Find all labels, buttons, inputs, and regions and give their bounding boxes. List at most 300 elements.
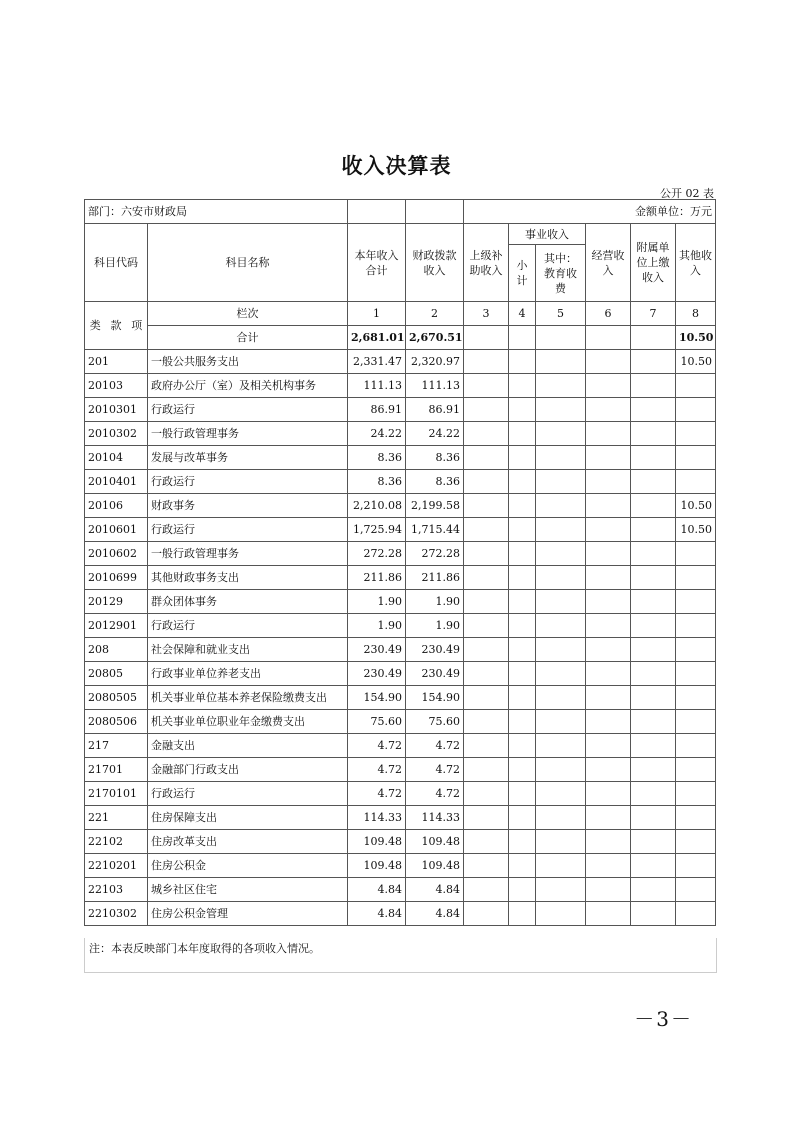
business-subtotal — [509, 542, 536, 566]
affiliated-income — [631, 878, 676, 902]
other-income — [676, 830, 716, 854]
fiscal-appropriation: 86.91 — [406, 398, 464, 422]
income-total: 2,331.47 — [348, 350, 406, 374]
business-subtotal — [509, 662, 536, 686]
superior-subsidy — [464, 734, 509, 758]
subject-code: 2170101 — [85, 782, 148, 806]
fiscal-appropriation: 1.90 — [406, 614, 464, 638]
subject-name: 机关事业单位职业年金缴费支出 — [148, 710, 348, 734]
table-row — [85, 398, 716, 422]
income-total: 1.90 — [348, 590, 406, 614]
table-row — [85, 590, 716, 614]
subject-code: 2210302 — [85, 902, 148, 926]
operating-income — [586, 854, 631, 878]
income-total: 154.90 — [348, 686, 406, 710]
other-income — [676, 878, 716, 902]
education-fees — [536, 470, 586, 494]
subject-name: 行政运行 — [148, 470, 348, 494]
fiscal-appropriation: 211.86 — [406, 566, 464, 590]
header-col4: 小计 — [509, 245, 536, 302]
total-col8: 10.50 — [676, 326, 716, 350]
dept-blank-1 — [348, 200, 406, 224]
table-row — [85, 710, 716, 734]
subject-name: 住房改革支出 — [148, 830, 348, 854]
other-income — [676, 854, 716, 878]
income-total: 75.60 — [348, 710, 406, 734]
income-total: 109.48 — [348, 854, 406, 878]
table-row — [85, 518, 716, 542]
education-fees — [536, 590, 586, 614]
income-total: 211.86 — [348, 566, 406, 590]
fiscal-appropriation: 230.49 — [406, 662, 464, 686]
fiscal-appropriation: 1,715.44 — [406, 518, 464, 542]
fiscal-appropriation: 75.60 — [406, 710, 464, 734]
superior-subsidy — [464, 878, 509, 902]
superior-subsidy — [464, 758, 509, 782]
affiliated-income — [631, 638, 676, 662]
subject-code: 2010302 — [85, 422, 148, 446]
department-label: 部门：六安市财政局 — [85, 200, 348, 224]
subject-name: 其他财政事务支出 — [148, 566, 348, 590]
other-income — [676, 686, 716, 710]
subject-code: 20129 — [85, 590, 148, 614]
subject-code: 217 — [85, 734, 148, 758]
header-col6: 经营收入 — [586, 224, 631, 302]
table-row — [85, 878, 716, 902]
subject-code: 2210201 — [85, 854, 148, 878]
col-number: 4 — [509, 302, 536, 326]
business-subtotal — [509, 686, 536, 710]
total-row — [85, 326, 716, 350]
business-subtotal — [509, 494, 536, 518]
business-subtotal — [509, 470, 536, 494]
other-income: 10.50 — [676, 494, 716, 518]
subject-code: 22103 — [85, 878, 148, 902]
education-fees — [536, 878, 586, 902]
subject-code: 201 — [85, 350, 148, 374]
subject-name: 群众团体事务 — [148, 590, 348, 614]
header-group: 事业收入 — [509, 224, 586, 245]
subject-name: 行政运行 — [148, 782, 348, 806]
table-row — [85, 830, 716, 854]
operating-income — [586, 446, 631, 470]
education-fees — [536, 566, 586, 590]
affiliated-income — [631, 494, 676, 518]
other-income — [676, 662, 716, 686]
other-income — [676, 566, 716, 590]
operating-income — [586, 350, 631, 374]
operating-income — [586, 902, 631, 926]
fiscal-appropriation: 109.48 — [406, 830, 464, 854]
subject-name: 机关事业单位基本养老保险缴费支出 — [148, 686, 348, 710]
operating-income — [586, 710, 631, 734]
subject-name: 行政运行 — [148, 614, 348, 638]
other-income — [676, 446, 716, 470]
education-fees — [536, 374, 586, 398]
col-number: 1 — [348, 302, 406, 326]
operating-income — [586, 878, 631, 902]
fiscal-appropriation: 154.90 — [406, 686, 464, 710]
fiscal-appropriation: 4.84 — [406, 902, 464, 926]
education-fees — [536, 638, 586, 662]
superior-subsidy — [464, 398, 509, 422]
superior-subsidy — [464, 422, 509, 446]
income-total: 114.33 — [348, 806, 406, 830]
operating-income — [586, 782, 631, 806]
income-total: 1,725.94 — [348, 518, 406, 542]
income-table — [84, 199, 716, 926]
superior-subsidy — [464, 566, 509, 590]
business-subtotal — [509, 782, 536, 806]
subject-code: 2010601 — [85, 518, 148, 542]
table-row — [85, 758, 716, 782]
operating-income — [586, 518, 631, 542]
subject-name: 行政运行 — [148, 398, 348, 422]
fiscal-appropriation: 114.33 — [406, 806, 464, 830]
affiliated-income — [631, 686, 676, 710]
income-total: 4.84 — [348, 878, 406, 902]
subject-name: 一般行政管理事务 — [148, 422, 348, 446]
education-fees — [536, 806, 586, 830]
superior-subsidy — [464, 830, 509, 854]
page-title: 收入决算表 — [341, 153, 452, 178]
income-total: 230.49 — [348, 662, 406, 686]
fiscal-appropriation: 8.36 — [406, 446, 464, 470]
subject-name: 住房公积金管理 — [148, 902, 348, 926]
business-subtotal — [509, 422, 536, 446]
affiliated-income — [631, 734, 676, 758]
operating-income — [586, 638, 631, 662]
income-total: 1.90 — [348, 614, 406, 638]
table-row — [85, 806, 716, 830]
affiliated-income — [631, 398, 676, 422]
operating-income — [586, 734, 631, 758]
subject-name: 行政事业单位养老支出 — [148, 662, 348, 686]
affiliated-income — [631, 758, 676, 782]
income-total: 2,210.08 — [348, 494, 406, 518]
education-fees — [536, 830, 586, 854]
operating-income — [586, 830, 631, 854]
table-row — [85, 350, 716, 374]
education-fees — [536, 902, 586, 926]
business-subtotal — [509, 446, 536, 470]
header-code: 科目代码 — [85, 224, 148, 302]
subject-name: 一般公共服务支出 — [148, 350, 348, 374]
page-number: －3－ — [634, 1007, 693, 1031]
operating-income — [586, 422, 631, 446]
subject-code: 20103 — [85, 374, 148, 398]
other-income — [676, 422, 716, 446]
other-income — [676, 758, 716, 782]
subject-code: 208 — [85, 638, 148, 662]
income-total: 4.84 — [348, 902, 406, 926]
education-fees — [536, 734, 586, 758]
operating-income — [586, 758, 631, 782]
other-income — [676, 614, 716, 638]
col-number: 6 — [586, 302, 631, 326]
income-total: 4.72 — [348, 734, 406, 758]
subject-name: 金融部门行政支出 — [148, 758, 348, 782]
education-fees — [536, 614, 586, 638]
table-row — [85, 422, 716, 446]
other-income — [676, 374, 716, 398]
subject-code: 2080505 — [85, 686, 148, 710]
affiliated-income — [631, 854, 676, 878]
superior-subsidy — [464, 638, 509, 662]
subject-code: 20106 — [85, 494, 148, 518]
business-subtotal — [509, 734, 536, 758]
subject-code: 2010401 — [85, 470, 148, 494]
operating-income — [586, 662, 631, 686]
footnote: 注：本表反映部门本年度取得的各项收入情况。 — [84, 938, 717, 973]
superior-subsidy — [464, 806, 509, 830]
subject-name: 金融支出 — [148, 734, 348, 758]
table-row — [85, 614, 716, 638]
education-fees — [536, 710, 586, 734]
affiliated-income — [631, 590, 676, 614]
business-subtotal — [509, 614, 536, 638]
fiscal-appropriation: 24.22 — [406, 422, 464, 446]
total-col2: 2,670.51 — [406, 326, 464, 350]
fiscal-appropriation: 1.90 — [406, 590, 464, 614]
subject-name: 社会保障和就业支出 — [148, 638, 348, 662]
operating-income — [586, 686, 631, 710]
affiliated-income — [631, 566, 676, 590]
business-subtotal — [509, 854, 536, 878]
operating-income — [586, 494, 631, 518]
business-subtotal — [509, 590, 536, 614]
subject-code: 2012901 — [85, 614, 148, 638]
other-income — [676, 542, 716, 566]
header-xiang: 项 — [127, 302, 148, 350]
affiliated-income — [631, 542, 676, 566]
education-fees — [536, 782, 586, 806]
header-col7: 附属单位上缴收入 — [631, 224, 676, 302]
table-row — [85, 374, 716, 398]
business-subtotal — [509, 758, 536, 782]
table-row — [85, 542, 716, 566]
col-number: 2 — [406, 302, 464, 326]
fiscal-appropriation: 2,199.58 — [406, 494, 464, 518]
income-total: 109.48 — [348, 830, 406, 854]
operating-income — [586, 374, 631, 398]
other-income — [676, 590, 716, 614]
subject-name: 行政运行 — [148, 518, 348, 542]
subject-name: 财政事务 — [148, 494, 348, 518]
affiliated-income — [631, 710, 676, 734]
fiscal-appropriation: 4.72 — [406, 758, 464, 782]
col-number: 7 — [631, 302, 676, 326]
subject-code: 20104 — [85, 446, 148, 470]
education-fees — [536, 542, 586, 566]
fiscal-appropriation: 272.28 — [406, 542, 464, 566]
operating-income — [586, 470, 631, 494]
other-income — [676, 734, 716, 758]
fiscal-appropriation: 111.13 — [406, 374, 464, 398]
business-subtotal — [509, 710, 536, 734]
table-row — [85, 446, 716, 470]
header-col5: 其中：教育收费 — [536, 245, 586, 302]
table-row — [85, 902, 716, 926]
other-income — [676, 806, 716, 830]
affiliated-income — [631, 806, 676, 830]
header-col1: 本年收入合计 — [348, 224, 406, 302]
superior-subsidy — [464, 902, 509, 926]
superior-subsidy — [464, 782, 509, 806]
header-col3: 上级补助收入 — [464, 224, 509, 302]
other-income — [676, 638, 716, 662]
income-total: 272.28 — [348, 542, 406, 566]
subject-code: 22102 — [85, 830, 148, 854]
table-row — [85, 470, 716, 494]
subject-name: 住房保障支出 — [148, 806, 348, 830]
affiliated-income — [631, 662, 676, 686]
other-income: 10.50 — [676, 518, 716, 542]
affiliated-income — [631, 614, 676, 638]
education-fees — [536, 398, 586, 422]
superior-subsidy — [464, 350, 509, 374]
table-row — [85, 854, 716, 878]
header-lanci: 栏次 — [148, 302, 348, 326]
superior-subsidy — [464, 662, 509, 686]
other-income: 10.50 — [676, 350, 716, 374]
education-fees — [536, 854, 586, 878]
table-row — [85, 782, 716, 806]
table-row — [85, 734, 716, 758]
income-total: 111.13 — [348, 374, 406, 398]
education-fees — [536, 422, 586, 446]
superior-subsidy — [464, 518, 509, 542]
total-label: 合计 — [148, 326, 348, 350]
table-row — [85, 494, 716, 518]
superior-subsidy — [464, 686, 509, 710]
header-name: 科目名称 — [148, 224, 348, 302]
header-col8: 其他收入 — [676, 224, 716, 302]
subject-code: 2010699 — [85, 566, 148, 590]
subject-code: 221 — [85, 806, 148, 830]
subject-code: 20805 — [85, 662, 148, 686]
education-fees — [536, 350, 586, 374]
subject-name: 一般行政管理事务 — [148, 542, 348, 566]
affiliated-income — [631, 446, 676, 470]
table-row — [85, 566, 716, 590]
education-fees — [536, 494, 586, 518]
subject-name: 政府办公厅（室）及相关机构事务 — [148, 374, 348, 398]
income-total: 230.49 — [348, 638, 406, 662]
subject-code: 2010602 — [85, 542, 148, 566]
operating-income — [586, 542, 631, 566]
col-number: 5 — [536, 302, 586, 326]
operating-income — [586, 398, 631, 422]
business-subtotal — [509, 374, 536, 398]
education-fees — [536, 662, 586, 686]
education-fees — [536, 686, 586, 710]
other-income — [676, 902, 716, 926]
superior-subsidy — [464, 374, 509, 398]
business-subtotal — [509, 398, 536, 422]
business-subtotal — [509, 902, 536, 926]
other-income — [676, 782, 716, 806]
subject-name: 发展与改革事务 — [148, 446, 348, 470]
superior-subsidy — [464, 590, 509, 614]
table-row — [85, 686, 716, 710]
income-total: 4.72 — [348, 782, 406, 806]
table-row — [85, 662, 716, 686]
header-col2: 财政拨款收入 — [406, 224, 464, 302]
fiscal-appropriation: 4.72 — [406, 782, 464, 806]
operating-income — [586, 566, 631, 590]
business-subtotal — [509, 878, 536, 902]
superior-subsidy — [464, 470, 509, 494]
business-subtotal — [509, 350, 536, 374]
fiscal-appropriation: 2,320.97 — [406, 350, 464, 374]
income-total: 86.91 — [348, 398, 406, 422]
income-total: 8.36 — [348, 446, 406, 470]
superior-subsidy — [464, 446, 509, 470]
education-fees — [536, 518, 586, 542]
income-total: 4.72 — [348, 758, 406, 782]
fiscal-appropriation: 8.36 — [406, 470, 464, 494]
affiliated-income — [631, 518, 676, 542]
other-income — [676, 470, 716, 494]
fiscal-appropriation: 109.48 — [406, 854, 464, 878]
affiliated-income — [631, 350, 676, 374]
affiliated-income — [631, 422, 676, 446]
col-number: 8 — [676, 302, 716, 326]
affiliated-income — [631, 470, 676, 494]
operating-income — [586, 614, 631, 638]
table-row — [85, 638, 716, 662]
business-subtotal — [509, 830, 536, 854]
income-total: 8.36 — [348, 470, 406, 494]
subject-code: 2080506 — [85, 710, 148, 734]
superior-subsidy — [464, 494, 509, 518]
income-total: 24.22 — [348, 422, 406, 446]
affiliated-income — [631, 374, 676, 398]
operating-income — [586, 590, 631, 614]
affiliated-income — [631, 782, 676, 806]
superior-subsidy — [464, 854, 509, 878]
fiscal-appropriation: 4.84 — [406, 878, 464, 902]
superior-subsidy — [464, 542, 509, 566]
education-fees — [536, 758, 586, 782]
operating-income — [586, 806, 631, 830]
subject-name: 住房公积金 — [148, 854, 348, 878]
dept-blank-2 — [406, 200, 464, 224]
affiliated-income — [631, 902, 676, 926]
subject-name: 城乡社区住宅 — [148, 878, 348, 902]
header-lei: 类 — [85, 302, 106, 350]
business-subtotal — [509, 638, 536, 662]
col-number: 3 — [464, 302, 509, 326]
subject-code: 21701 — [85, 758, 148, 782]
subject-code: 2010301 — [85, 398, 148, 422]
fiscal-appropriation: 4.72 — [406, 734, 464, 758]
header-kuan: 款 — [106, 302, 127, 350]
fiscal-appropriation: 230.49 — [406, 638, 464, 662]
form-code: 公开 02 表 — [660, 187, 714, 200]
total-col1: 2,681.01 — [348, 326, 406, 350]
superior-subsidy — [464, 710, 509, 734]
business-subtotal — [509, 518, 536, 542]
other-income — [676, 710, 716, 734]
business-subtotal — [509, 566, 536, 590]
superior-subsidy — [464, 614, 509, 638]
unit-label: 金额单位：万元 — [464, 200, 716, 224]
business-subtotal — [509, 806, 536, 830]
other-income — [676, 398, 716, 422]
education-fees — [536, 446, 586, 470]
